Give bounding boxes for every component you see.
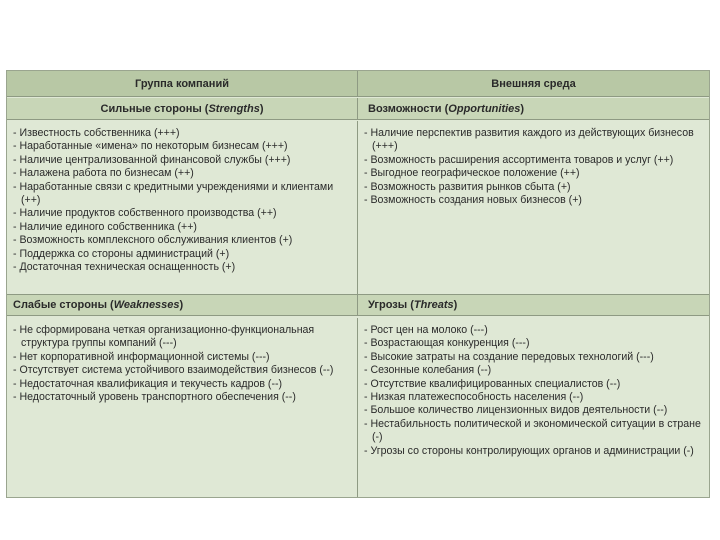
strengths-list (13, 127, 353, 274)
list-item: - Возрастающая конкуренция (---) (364, 337, 530, 350)
table-header-row (7, 71, 709, 97)
list-item: - Низкая платежеспособность населения (--) (364, 391, 584, 404)
list-item: - Возможность комплексного обслуживания клиентов (+) (13, 234, 293, 247)
header-external-environment: Внешняя среда (491, 77, 576, 90)
list-item: - Возможность расширения ассортимента товаров и услуг (++) (364, 153, 674, 166)
list-item: - Отсутствует система устойчивого взаимодействия бизнесов (--) (13, 364, 334, 377)
list-item: - Большое количество лицензионных видов деятельности (--) (364, 404, 668, 417)
list-item: - Угрозы со стороны контролирующих органов и администрации (-) (364, 444, 694, 457)
threats-list (364, 324, 705, 458)
list-item: - Недостаточный уровень транспортного обеспечения (--) (13, 391, 296, 404)
opportunities-heading: Возможности ( Opportunities ) (368, 102, 525, 115)
threats-cell (358, 318, 709, 497)
upper-subheader-row (7, 98, 709, 120)
weaknesses-cell (7, 318, 358, 497)
strengths-cell (7, 121, 358, 294)
weaknesses-heading: Слабые стороны ( Weaknesses ) (7, 295, 358, 315)
list-item: - Нет корпоративной информационной системы (---) (13, 350, 270, 363)
threats-heading: Угрозы ( Threats ) (368, 299, 458, 311)
opportunities-list (364, 127, 705, 207)
list-item: - Достаточная техническая оснащенность (+) (13, 261, 236, 274)
list-item: - Наличие централизованной финансовой службы (+++) (13, 153, 291, 166)
weaknesses-list (13, 324, 353, 404)
list-item: - Высокие затраты на создание передовых технологий (---) (364, 350, 654, 363)
list-item: - Наработанные «имена» по некоторым бизнесам (+++) (13, 140, 288, 153)
list-item: - Отсутствие квалифицированных специалистов (--) (364, 377, 621, 390)
header-company-group: Группа компаний (7, 71, 358, 96)
list-item: - Налажена работа по бизнесам (++) (13, 167, 194, 180)
list-item: - Наличие перспектив развития каждого из действующих бизнесов (+++) (364, 127, 694, 153)
swot-table (6, 70, 710, 498)
list-item: - Недостаточная квалификация и текучесть кадров (--) (13, 377, 283, 390)
strengths-heading: Сильные стороны ( Strengths ) (7, 98, 358, 119)
list-item: - Возможность развития рынков сбыта (+) (364, 180, 571, 193)
list-item: - Рост цен на молоко (---) (364, 324, 488, 336)
list-item: - Сезонные колебания (--) (364, 364, 492, 377)
list-item: - Выгодное географическое положение (++) (364, 167, 580, 180)
list-item: - Нестабильность политической и экономической ситуации в стране (-) (364, 417, 701, 444)
lower-content-row (7, 318, 709, 497)
list-item: - Поддержка со стороны администраций (+) (13, 247, 230, 260)
opportunities-cell (358, 121, 709, 294)
upper-content-row (7, 121, 709, 294)
list-item: - Наличие единого собственника (++) (13, 220, 197, 233)
list-item: - Возможность создания новых бизнесов (+) (364, 194, 582, 207)
list-item: - Известность собственника (+++) (13, 127, 180, 139)
list-item: - Наработанные связи с кредитными учреждениями и клиентами (++) (13, 180, 334, 207)
lower-subheader-row (7, 294, 709, 316)
list-item: - Не сформирована четкая организационно-функциональная структура группы компаний (---) (13, 324, 315, 350)
list-item: - Наличие продуктов собственного производства (++) (13, 207, 277, 220)
